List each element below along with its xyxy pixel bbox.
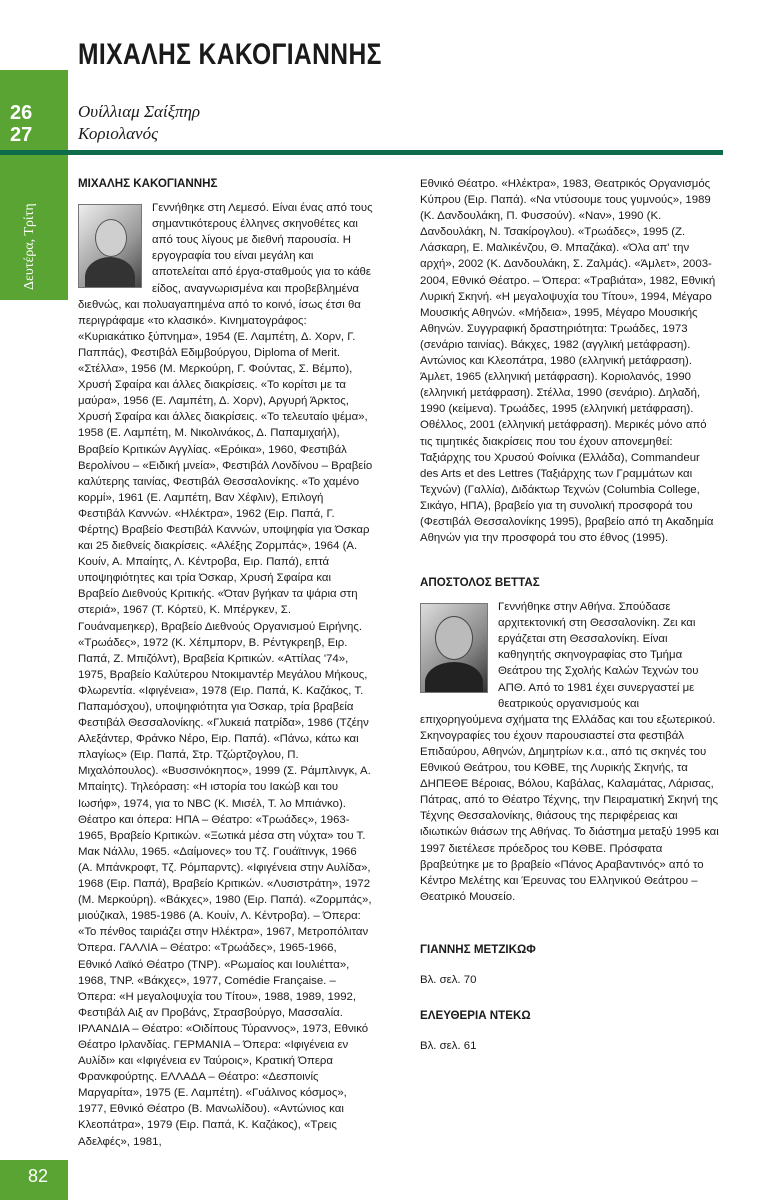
ref1-section [420, 942, 720, 988]
page-title: ΜΙΧΑΛΗΣ ΚΑΚΟΓΙΑΝΝΗΣ [78, 38, 382, 71]
bio1-name: ΜΙΧΑΛΗΣ ΚΑΚΟΓΙΑΝΝΗΣ [78, 177, 218, 190]
ref1-page: Βλ. σελ. 70 [420, 974, 477, 987]
bio1-text: Γεννήθηκε στη Λεμεσό. Είναι ένας από τους σημαντικότερους έλληνες σκηνοθέτες και από τους λίγους με διεθνή παρουσία. Η εργογραφία του είναι μεγάλη και αποτελείται από έργα-σταθμούς για το κάθε είδος, αναγνωρισμένα και προβεβλημένα διεθνώς, και πολυαγαπημένα από το κοινό, ίσως έτσι θα περιγράφαμε «το κλασικό». Κινηματογράφος: «Κυριακάτικο ξύπνημα», 1954 (Ε. Λαμπέτη, Δ. Χορν, Γ. Παππάς), Φεστιβάλ Εδιμβούργου, Diploma of Merit. «Στέλλα», 1956 (Μ. Μερκούρη, Γ. Φούντας, Σ. Βέμπο), Χρυσή Σφαίρα και άλλες διακρίσεις. «Το κορίτσι με τα μαύρα», 1956 (Ε. Λαμπέτη, Δ. Χορν), Αργυρή Άρκτος, Χρυσή Σφαίρα και άλλες διακρίσεις. «Το τελευταίο ψέμα», 1958 (Ε. Λαμπέτη, Μ. Νικολινάκος, Δ. Παπαμιχαήλ), Βραβείο Κριτικών Αγγλίας. «Ερόικα», 1960, Φεστιβάλ Βερολίνου – «Ειδική μνεία», Φεστιβάλ Λονδίνου – Βραβείο καλύτερης ταινίας, Φεστιβάλ Θεσσαλονίκης. «Το χαμένο κορμί», 1961 (Ε. Λαμπέτη, Βαν Χέφλιν), Επιλογή Φεστιβάλ Καννών. «Ηλέκτρα», 1962 (Ειρ. Παπά, Γ. Φέρτης) Βραβείο Φεστιβάλ Καννών, υποψηφία για Όσκαρ και 25 διεθνείς διακρίσεις. «Αλέξης Ζορμπάς», 1964 (Α. Κουίν, Α. Μπαίητς, Λ. Κέντροβα, Ειρ. Παπά), επτά υποψηφιότητες και τρία Όσκαρ, Χρυσή Σφαίρα και Βραβείο Διεθνούς Κριτικής. «Όταν βγήκαν τα ψάρια στη στεριά», 1967 (Τ. Κόρτεϋ, Κ. Μπέργκεν, Σ. Γουάναμεηκερ), Βραβείο Διεθνούς Οργανισμού Ειρήνης. «Τρωάδες», 1972 (Κ. Χέπμπορν, Β. Ρέντγκρεηβ, Ειρ. Παπά, Ζ. Μπιζόλντ), Βραβεία Κριτικών. «Αττίλας '74», 1975, Βραβείο Καλύτερου Ντοκιμαντέρ Μεγάλου Μήκους, Φλωρεντία. «Ιφιγένεια», 1978 (Ειρ. Παπά, Κ. Καζάκος, Τ. Παπαμόσχου), υποψηφιότητα για Όσκαρ, τρία βραβεία Φεστιβάλ Θεσσαλονίκης. «Γλυκειά πατρίδα», 1986 (Τζέην Αλεξάντερ, Φράνκο Νέρο, Ειρ. Παπά). «Πάνω, κάτω και πλαγίως» (Ειρ. Παπά, Στρ. Τζώρτζογλου, Π. Μιχαλόπουλος). «Βυσσινόκηπος», 1999 (Σ. Ράμπλινγκ, Α. Μπαίητς). Τηλεόραση: «Η ιστορία του Ιακώβ και του Ιωσήφ», 1974, για το NBC (Κ. Μισέλ, Τ. λο Μπιάνκο). Θέατρο και όπερα: ΗΠΑ – Θέατρο: «Τρωάδες», 1963-1965, Βραβείο Κριτικών. «Ξωτικά μέσα στη νύχτα» του Τ. Μακ Νάλλυ, 1965. «Δαίμονες» του Τζ. Γουάϊτινγκ, 1966 (Α. Μπάνκροφτ, Τζ. Ρόμπαρντς). «Ιφιγένεια στην Αυλίδα», 1968 (Ειρ. Παπά), Βραβείο Κριτικών. «Λυσιστράτη», 1972 (Μ. Μερκούρη). «Βάκχες», 1980 (Ειρ. Παπά). «Ζορμπάς», μιούζικαλ, 1985-1986 (Α. Κουίν, Λ. Κέντροβα). – Όπερα: «Το πένθος ταιριάζει στην Ηλέκτρα», 1967, Μετροπόλιταν Όπερα. ΓΑΛΛΙΑ – Θέατρο: «Τρωάδες», 1965-1966, Εθνικό Λαϊκό Θέατρο (TNP). «Ρωμαίος και Ιουλιέττα», 1968, TNP. «Βάκχες», 1977, Comédie Française. – Όπερα: «Η μεγαλοψυχία του Τίτου», 1988, 1989, 1992, Φεστιβάλ Αιξ αν Προβάνς, Στρασβούργο, Μασσαλία. ΙΡΛΑΝΔΙΑ – Θέατρο: «Οιδίπους Τύραννος», 1973, Εθνικό Θέατρο Ιρλανδίας. ΓΕΡΜΑΝΙΑ – Όπερα: «Ιφιγένεια εν Αυλίδι» και «Ιφιγένεια εν Ταύροις», Κρατική Όπερα Φρανκφούρτης. ΕΛΛΑΔΑ – Θέατρο: «Δεσποινίς Μαργαρίτα», 1975 (Ε. Λαμπέτη). «Γυάλινος κόσμος», 1977, Εθνικό Θέατρο (Β. Μανωλίδου). «Αντώνιος και Κλεοπάτρα», 1979 (Ειρ. Παπά, Κ. Καζάκος), «Τρεις Αδελφές», 1981, [78, 202, 373, 1148]
header-rule [68, 150, 723, 155]
bio2-text: Γεννήθηκε στην Αθήνα. Σπούδασε αρχιτεκτονική στη Θεσσαλονίκη. Ζει και εργάζεται στη Θεσσαλονίκη. Είναι καθηγητής σκηνογραφίας στο Τμήμα Θεάτρου της Σχολής Καλών Τεχνών του ΑΠΘ. Από το 1981 έχει συνεργαστεί με θεατρικούς οργανισμούς και επιχορηγούμενα σχήματα της Ελλάδας και του εξωτερικού. Σκηνογραφίες του έχουν παρουσιαστεί στα φεστιβάλ Επιδαύρου, Αθηνών, Δημητρίων κ.α., από τις σκηνές του Εθνικού Θεάτρου, του ΚΘΒΕ, της Λυρικής Σκηνής, τα ΔΗΠΕΘΕ Βέροιας, Βόλου, Καβάλας, Καλαμάτας, Λάρισας, Πάτρας, από το Θέατρο Τέχνης, την Πειραματική Σκηνή της Τέχνης Θεσσαλονίκης, θιάσους της περιφέρειας και ιδιωτικών θιάσων της Αθήνας. Το διάστημα μεταξύ 1995 και 1997 διετέλεσε πρόεδρος του ΚΘΒΕ. Πρόσφατα βραβεύτηκε με το βραβείο «Πάνος Αραβαντινός» από το Κέντρο Μελέτης και Έρευνας του Ελληνικού Θεάτρου – Θεατρικό Μουσείο. [420, 601, 719, 903]
right-column [420, 176, 720, 546]
side-day-label: Δευτέρα, Τρίτη [22, 203, 37, 290]
bio2-photo [420, 603, 488, 693]
sidebar [0, 0, 68, 1200]
sidebar-white [0, 160, 68, 1160]
day-number-26: 26 [10, 102, 33, 124]
ref2-name: ΕΛΕΥΘΕΡΙΑ ΝΤΕΚΩ [420, 1009, 531, 1022]
header-rule-left [0, 150, 68, 155]
day-number-27: 27 [10, 124, 33, 146]
ref1-name: ΓΙΑΝΝΗΣ ΜΕΤΖΙΚΩΦ [420, 943, 536, 956]
author-name: Ουίλλιαμ Σαίξπηρ [78, 102, 201, 121]
bio2-name: ΑΠΟΣΤΟΛΟΣ ΒΕΤΤΑΣ [420, 576, 540, 589]
bio1-text-continued: Εθνικό Θέατρο. «Ηλέκτρα», 1983, Θεατρικός Οργανισμός Κύπρου (Ειρ. Παπά). «Να ντύσουμε τους γυμνούς», 1989 (Κ. Δανδουλάκη, Π. Φυσσούν). «Ναν», 1990 (Κ. Δανδουλάκη, Ν. Τσακίρογλου). «Τρωάδες», 1995 (Ζ. Λάσκαρη, Ε. Μαλικένζου, Θ. Μπαζάκα). «Όλα απ' την αρχή», 2002 (Κ. Δανδουλάκη, Σ. Ζαλμάς). «Άμλετ», 2003-2004, Εθνικό Θέατρο. – Όπερα: «Τραβιάτα», 1982, Εθνική Λυρική Σκηνή. «Η μεγαλοψυχία του Τίτου», 1994, Μέγαρο Μουσικής Αθηνών. «Μήδεια», 1995, Μέγαρο Μουσικής Αθηνών. Συγγραφική δραστηριότητα: Τρωάδες, 1973 (σενάριο ταινίας). Βάκχες, 1982 (αγγλική μετάφραση). Αντώνιος και Κλεοπάτρα, 1980 (ελληνική μετάφραση). Άμλετ, 1965 (ελληνική μετάφραση). Κοριολανός, 1990 (ελληνική μετάφραση). Στέλλα, 1990 (σενάριο). Δηλαδή, 1990 (κείμενα). Τρωάδες, 1995 (ελληνική μετάφραση). Οθέλλος, 2001 (ελληνική μετάφραση). Μερικές μόνο από τις τιμητικές διακρίσεις που του έχουν απονεμηθεί: Ταξιάρχης του Χρυσού Φοίνικα (Ελλάδα), Commandeur des Arts et des Lettres (Ταξιάρχης των Γραμμάτων και Τεχνών) (Γαλλία), Διδάκτωρ Τεχνών (Columbia College, Σικάγο, ΗΠΑ), βραβείο για τη συνολική προσφορά του (Φεστιβάλ Θεσσαλονίκης 1995), βραβείο από τη Ακαδημία Αθηνών για την προσφορά του στο έθνος (1995). [420, 178, 716, 545]
ref2-page: Βλ. σελ. 61 [420, 1040, 477, 1053]
bio1-photo [78, 204, 142, 288]
ref2-section [420, 1008, 720, 1054]
left-column [78, 176, 373, 1150]
bio2-section [420, 575, 720, 905]
page-number: 82 [28, 1166, 49, 1186]
play-title: Κοριολανός [78, 124, 158, 143]
